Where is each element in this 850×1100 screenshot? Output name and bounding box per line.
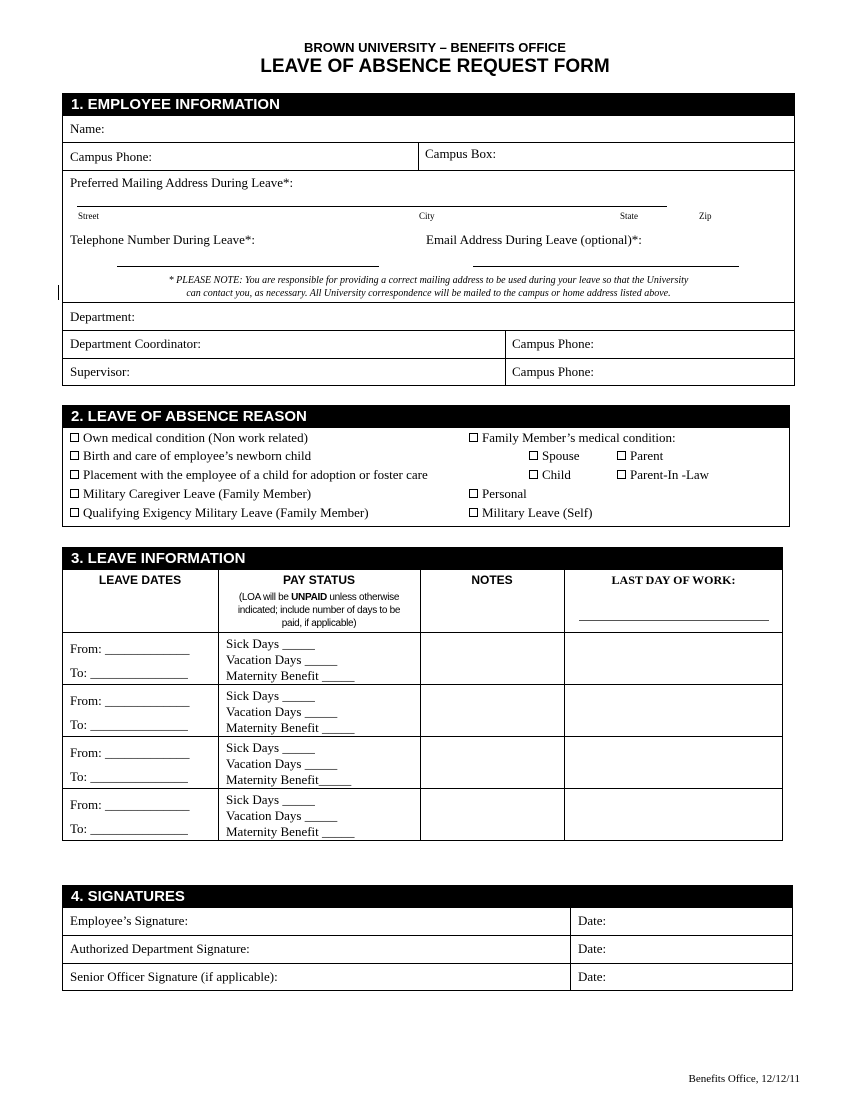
checkbox-icon[interactable] [617,470,626,479]
address-note-line2: can contact you, as necessary. All University correspondence will be mailed to the campus or home address listed above. [186,288,671,299]
section1-title: 1. EMPLOYEE INFORMATION [62,93,795,115]
state-label: State [620,211,638,221]
authorized-signature-label: Authorized Department Signature: [70,941,250,956]
employee-signature-label: Employee’s Signature: [70,913,189,928]
section2-title: 2. LEAVE OF ABSENCE REASON [62,405,790,427]
row2-maternity[interactable]: Maternity Benefit _____ [226,720,355,735]
pay-status-note: (LOA will be UNPAID unless otherwise indicated; include number of days to be paid, if applicable) [237,592,401,629]
senior-date-label: Date: [578,969,607,984]
col-pay-status: PAY STATUS [282,573,356,587]
row1-sick[interactable]: Sick Days _____ [226,636,315,651]
city-label: City [419,211,435,221]
checkbox-icon[interactable] [70,470,79,479]
supervisor-phone-label: Campus Phone: [512,364,594,379]
row2-from[interactable]: From: _____________ [70,693,190,708]
checkbox-icon[interactable] [529,451,538,460]
row3-sick[interactable]: Sick Days _____ [226,740,315,755]
row4-sick[interactable]: Sick Days _____ [226,792,315,807]
family-parent-in-law[interactable]: Parent-In -Law [617,467,709,483]
name-label: Name: [70,121,105,136]
checkbox-icon[interactable] [70,508,79,517]
coordinator-phone-label: Campus Phone: [512,336,594,351]
row1-from[interactable]: From: _____________ [70,641,190,656]
reason-placement[interactable]: Placement with the employee of a child for adoption or foster care [70,467,428,483]
checkbox-icon[interactable] [469,433,478,442]
row1-to[interactable]: To: _______________ [70,665,188,680]
row3-to[interactable]: To: _______________ [70,769,188,784]
family-parent[interactable]: Parent [617,448,663,464]
mailing-address-label: Preferred Mailing Address During Leave*: [70,175,294,190]
row3-vacation[interactable]: Vacation Days _____ [226,756,338,771]
checkbox-icon[interactable] [529,470,538,479]
checkbox-icon[interactable] [70,489,79,498]
employee-date-label: Date: [578,913,607,928]
form-title: LEAVE OF ABSENCE REQUEST FORM [260,56,610,77]
row2-sick[interactable]: Sick Days _____ [226,688,315,703]
supervisor-label: Supervisor: [70,364,130,379]
checkbox-icon[interactable] [617,451,626,460]
campus-phone-label: Campus Phone: [70,149,152,164]
section4-title: 4. SIGNATURES [62,885,793,907]
reason-military-self[interactable]: Military Leave (Self) [469,505,592,521]
office-heading: BROWN UNIVERSITY – BENEFITS OFFICE [304,40,566,55]
row4-from[interactable]: From: _____________ [70,797,190,812]
checkbox-icon[interactable] [70,451,79,460]
telephone-label: Telephone Number During Leave*: [70,232,255,247]
section3-title: 3. LEAVE INFORMATION [62,547,783,569]
reason-newborn[interactable]: Birth and care of employee’s newborn child [70,448,311,464]
row3-from[interactable]: From: _____________ [70,745,190,760]
checkbox-icon[interactable] [469,508,478,517]
row2-to[interactable]: To: _______________ [70,717,188,732]
family-spouse[interactable]: Spouse [529,448,580,464]
senior-signature-label: Senior Officer Signature (if applicable): [70,969,278,984]
checkbox-icon[interactable] [469,489,478,498]
row2-vacation[interactable]: Vacation Days _____ [226,704,338,719]
reason-own-medical[interactable]: Own medical condition (Non work related) [70,430,308,446]
checkbox-icon[interactable] [70,433,79,442]
col-last-day: LAST DAY OF WORK: [611,573,736,587]
authorized-date-label: Date: [578,941,607,956]
reason-family-member[interactable]: Family Member’s medical condition: [469,430,676,446]
row1-maternity[interactable]: Maternity Benefit _____ [226,668,355,683]
row1-vacation[interactable]: Vacation Days _____ [226,652,338,667]
footer-text: Benefits Office, 12/12/11 [688,1073,800,1085]
dept-coordinator-label: Department Coordinator: [70,336,202,351]
row4-to[interactable]: To: _______________ [70,821,188,836]
reason-personal[interactable]: Personal [469,486,527,502]
street-label: Street [78,211,99,221]
zip-label: Zip [699,211,712,221]
row4-maternity[interactable]: Maternity Benefit _____ [226,824,355,839]
col-leave-dates: LEAVE DATES [98,573,182,587]
campus-box-label: Campus Box: [425,146,497,161]
department-label: Department: [70,309,135,324]
col-notes: NOTES [471,573,513,587]
reason-military-caregiver[interactable]: Military Caregiver Leave (Family Member) [70,486,311,502]
row3-maternity[interactable]: Maternity Benefit_____ [226,772,352,787]
address-note-line1: * PLEASE NOTE: You are responsible for providing a correct mailing address to be used during your leave so that the University [168,275,689,286]
row4-vacation[interactable]: Vacation Days _____ [226,808,338,823]
email-label: Email Address During Leave (optional)*: [426,232,642,247]
family-child[interactable]: Child [529,467,571,483]
reason-qualifying-exigency[interactable]: Qualifying Exigency Military Leave (Family Member) [70,505,369,521]
